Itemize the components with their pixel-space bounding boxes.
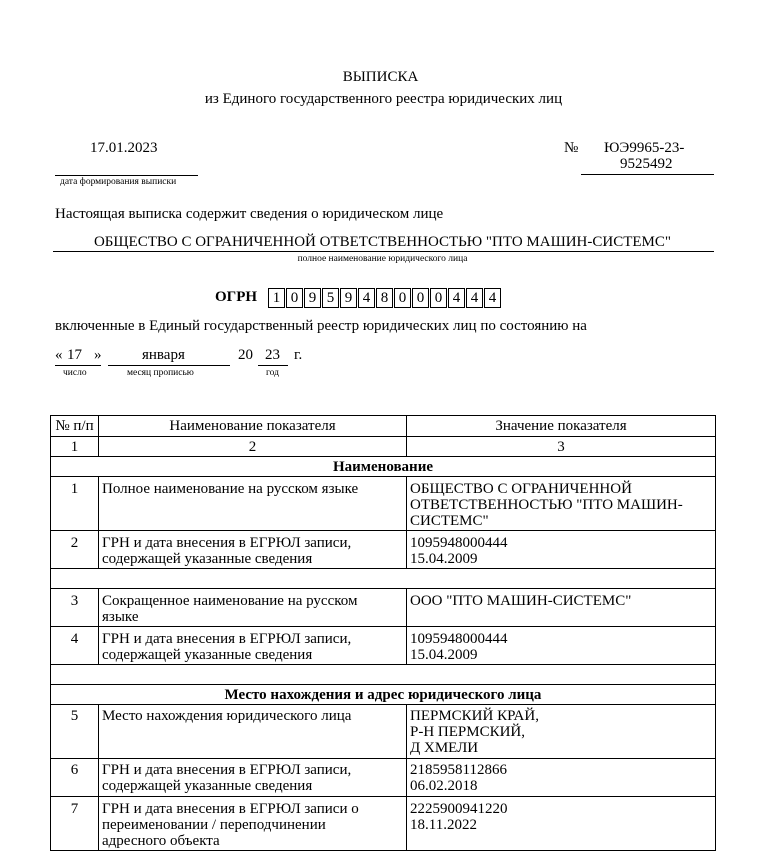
table-row xyxy=(51,477,716,531)
column-number-row xyxy=(51,437,716,457)
value-line: 06.02.2018 xyxy=(410,778,478,794)
date-caption: дата формирования выписки xyxy=(60,177,177,187)
number-sign: № xyxy=(564,140,579,156)
value-line: ОТВЕТСТВЕННОСТЬЮ "ПТО МАШИН- xyxy=(410,497,683,513)
ogrn-digit: 0 xyxy=(412,288,429,308)
name-line: ГРН и дата внесения в ЕГРЮЛ записи о xyxy=(102,801,359,817)
row-number: 4 xyxy=(51,627,99,665)
row-name xyxy=(99,589,407,627)
ogrn-digit: 4 xyxy=(484,288,501,308)
number-underline xyxy=(581,174,714,175)
ogrn-digit: 4 xyxy=(466,288,483,308)
spacer-row xyxy=(51,569,716,589)
extract-table xyxy=(50,415,716,851)
value-line: Д ХМЕЛИ xyxy=(410,740,479,756)
month-caption: месяц прописью xyxy=(127,368,194,378)
name-line: языке xyxy=(102,609,139,625)
row-number: 5 xyxy=(51,705,99,759)
name-line: содержащей указанные сведения xyxy=(102,778,313,794)
state-text: включенные в Единый государственный реестр юридических лиц по состоянию на xyxy=(55,318,587,334)
table-row xyxy=(51,589,716,627)
ogrn-digit: 1 xyxy=(268,288,285,308)
ogrn-digit: 4 xyxy=(448,288,465,308)
name-line: содержащей указанные сведения xyxy=(102,647,313,663)
header-indicator: Наименование показателя xyxy=(99,416,407,437)
quote-open: « xyxy=(55,347,63,363)
row-name-text: Место нахождения юридического лица xyxy=(102,708,352,724)
value-line: 1095948000444 xyxy=(410,631,508,647)
name-line: ГРН и дата внесения в ЕГРЮЛ записи, xyxy=(102,762,352,778)
date-underline xyxy=(55,175,198,176)
ogrn-digit: 0 xyxy=(394,288,411,308)
col-number-2: 2 xyxy=(99,437,407,457)
value-line: ОБЩЕСТВО С ОГРАНИЧЕННОЙ xyxy=(410,481,632,497)
state-month: января xyxy=(142,347,185,363)
month-underline xyxy=(108,365,230,366)
state-century: 20 xyxy=(238,347,253,363)
spacer-row xyxy=(51,665,716,685)
extract-date: 17.01.2023 xyxy=(90,140,158,156)
name-line: содержащей указанные сведения xyxy=(102,551,313,567)
row-number: 3 xyxy=(51,589,99,627)
row-value xyxy=(407,705,716,759)
section-title-name: Наименование xyxy=(51,457,716,477)
row-name xyxy=(99,531,407,569)
col-number-1: 1 xyxy=(51,437,99,457)
state-year: 23 xyxy=(265,347,280,363)
intro-text: Настоящая выписка содержит сведения о юридическом лице xyxy=(55,206,444,222)
org-name-underline xyxy=(53,251,714,252)
row-name xyxy=(99,759,407,797)
organization-full-name: ОБЩЕСТВО С ОГРАНИЧЕННОЙ ОТВЕТСТВЕННОСТЬЮ "ПТО МАШИН-СИСТЕМС" xyxy=(93,234,672,250)
row-name-text: Полное наименование на русском языке xyxy=(102,481,359,497)
row-value xyxy=(407,477,716,531)
row-value xyxy=(407,531,716,569)
row-name xyxy=(99,477,407,531)
year-caption: год xyxy=(266,368,279,378)
year-underline xyxy=(258,365,288,366)
value-line: 15.04.2009 xyxy=(410,551,478,567)
name-line: ГРН и дата внесения в ЕГРЮЛ записи, xyxy=(102,631,352,647)
value-line: 2185958112866 xyxy=(410,762,507,778)
table-header-row xyxy=(51,416,716,437)
row-name xyxy=(99,627,407,665)
section-row xyxy=(51,685,716,705)
day-caption: число xyxy=(63,368,87,378)
header-value: Значение показателя xyxy=(407,416,716,437)
ogrn-label: ОГРН xyxy=(215,289,258,305)
table-row xyxy=(51,627,716,665)
value-line: 2225900941220 xyxy=(410,801,508,817)
org-name-caption: полное наименование юридического лица xyxy=(297,254,468,264)
ogrn-digit: 0 xyxy=(286,288,303,308)
header-number: № п/п xyxy=(51,416,99,437)
document-subtitle: из Единого государственного реестра юридических лиц xyxy=(204,91,563,107)
table-row xyxy=(51,759,716,797)
table-row xyxy=(51,531,716,569)
section-row xyxy=(51,457,716,477)
row-number: 1 xyxy=(51,477,99,531)
state-day: 17 xyxy=(67,347,82,363)
name-line: переименовании / переподчинении xyxy=(102,817,326,833)
name-line: адресного объекта xyxy=(102,833,220,849)
ogrn-digit: 8 xyxy=(376,288,393,308)
ogrn-digit: 9 xyxy=(304,288,321,308)
row-number: 7 xyxy=(51,797,99,851)
extract-number-line2: 9525492 xyxy=(620,156,673,172)
row-name xyxy=(99,797,407,851)
row-value xyxy=(407,589,716,627)
ogrn-digit: 4 xyxy=(358,288,375,308)
extract-number-line1: ЮЭ9965-23- xyxy=(604,140,685,156)
day-underline xyxy=(55,365,101,366)
quote-close: » xyxy=(94,347,102,363)
document-title: ВЫПИСКА xyxy=(342,69,419,85)
value-line: 15.04.2009 xyxy=(410,647,478,663)
ogrn-digit: 0 xyxy=(430,288,447,308)
row-value xyxy=(407,759,716,797)
year-suffix: г. xyxy=(294,347,303,363)
name-line: Сокращенное наименование на русском xyxy=(102,593,358,609)
col-number-3: 3 xyxy=(407,437,716,457)
value-line: СИСТЕМС" xyxy=(410,513,489,529)
row-name xyxy=(99,705,407,759)
name-line: ГРН и дата внесения в ЕГРЮЛ записи, xyxy=(102,535,352,551)
value-line: 18.11.2022 xyxy=(410,817,477,833)
value-line: ООО "ПТО МАШИН-СИСТЕМС" xyxy=(410,593,632,609)
value-line: ПЕРМСКИЙ КРАЙ, xyxy=(410,708,539,724)
ogrn-digit: 5 xyxy=(322,288,339,308)
table-row xyxy=(51,705,716,759)
value-line: Р-Н ПЕРМСКИЙ, xyxy=(410,724,526,740)
section-title-address: Место нахождения и адрес юридического лица xyxy=(51,685,716,705)
value-line: 1095948000444 xyxy=(410,535,508,551)
ogrn-digit: 9 xyxy=(340,288,357,308)
row-value xyxy=(407,797,716,851)
table-row xyxy=(51,797,716,851)
row-number: 6 xyxy=(51,759,99,797)
row-value xyxy=(407,627,716,665)
row-number: 2 xyxy=(51,531,99,569)
